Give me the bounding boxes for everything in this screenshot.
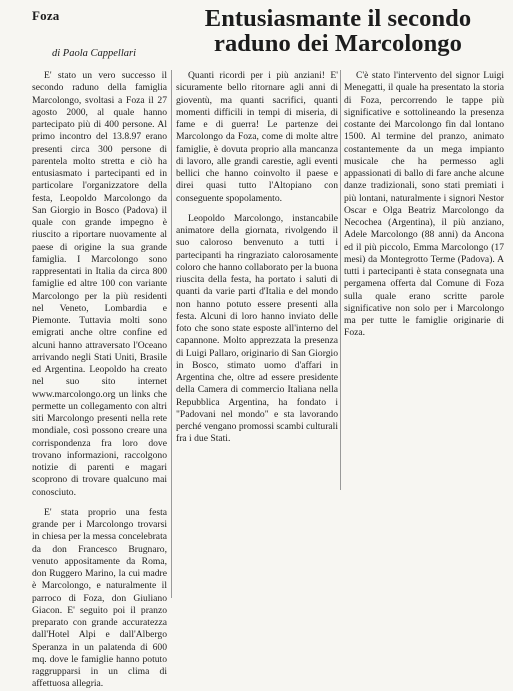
article-column-3 (344, 70, 504, 430)
section-label: Foza (32, 8, 60, 23)
paragraph: E' stata proprio una festa grande per i Marcolongo trovarsi in chiesa per la messa concelebrata da don Francesco Brugnaro, venuto appositamente da Roma, don Ruggero Marino, la cui madre è Marcolongo, e naturalmente il parroco di Foza, don Giuliano Giacon. E' seguito poi il pranzo preparato con grande accuratezza dall'Hotel Alpi e dall'Albergo Speranza in un palatenda di 600 mq. dove le famiglie hanno potuto raggrupparsi in un clima di affettuosa allegria. (32, 506, 167, 690)
paragraph: C'è stato l'intervento del signor Luigi Menegatti, il quale ha presentato la storia di Foza, percorrendo le tappe più significative e sottolineando la presenza costante dei Marcolongo fin dal lontano 1500. Al termine del pranzo, animato costantemente da un mega impianto musicale che ha permesso agli appassionati di ballo di fare anche alcune danze tradizionali, sono stati premiati i più lontani, naturalmente i signori Nestor Oscar e Olga Beatriz Marcolongo da Necochea (Argentina), il più anziano, Adele Marcolongo (88 anni) da Ancona ed il più piccolo, Emma Marcolongo (17 mesi) da Montegrotto Terme (Padova). A tutti i partecipanti è stata consegnata una pergamena offerta dal Comune di Foza sulla quale erano scritte parole significative non solo per i Marcolongo ma per tutte le famiglie originarie di Foza. (344, 70, 504, 339)
paragraph: Leopoldo Marcolongo, instancabile animatore della giornata, rivolgendo il suo caloroso benvenuto a tutti i partecipanti ha ringraziato calorosamente coloro che hanno collaborato per la buona riuscita della festa, ha portato i saluti di quanti da varie parti d'Italia e del mondo non hanno potuto essere presenti alla festa. Alcuni di loro hanno inviato delle foto che sono state esposte all'interno del capannone. Molto apprezzata la presenza di Luigi Pallaro, originario di San Giorgio in Bosco, stimato uomo d'affari in Argentina che, oltre ad essere presidente della Camera di commercio Italiana nella Repubblica Argentina, ha fondato i "Padovani nel mondo" e sta lavorando perché vengano promossi scambi culturali fra i due Stati. (176, 212, 338, 445)
column-divider (340, 70, 341, 490)
paragraph: E' stato un vero successo il secondo raduno della famiglia Marcolongo, svoltasi a Foza il 27 agosto 2000, al quale hanno partecipato più di 400 persone. Al primo incontro del 13.8.97 erano presenti circa 300 persone di parentela molto stretta e ciò ha entusiasmato i partecipanti ed in particolare l'organizzatore della festa, Leopoldo Marcolongo da San Giorgio in Bosco (Padova) il quale con grande impegno è riuscito a riportare nuovamente al paese di origine la sua grande famiglia. I Marcolongo sono rappresentati in Italia da circa 800 famiglie ed altre 100 con variante Marcolongo per la più residenti nel Veneto, Lombardia e Piemonte. Tuttavia molti sono emigrati anche oltre confine ed alcuni hanno attraversato l'Oceano arrivando negli Stati Uniti, Brasile ed Argentina. Leopoldo ha creato nel suo sito internet www.marcolongo.org un links che permette un collegamento con altri siti Marcolongo presenti nella rete mondiale, così possono creare una corrispondenza fra loro dove trovano informazioni, raccolgono notizie di parenti e magari scoprono di trovare qualcuno mai conosciuto. (32, 70, 167, 498)
column-divider (171, 70, 172, 598)
article-column-1 (32, 70, 167, 690)
article-headline: Entusiasmante il secondo raduno dei Marcolongo (204, 5, 472, 57)
paragraph: Quanti ricordi per i più anziani! E' sicuramente bello ritornare agli anni di gioventù, ma quanti sacrifici, quanti momenti difficili in tempi di miseria, di fame e di guerra! Le partenze dei Marcolongo da Foza, come di molte altre famiglie, è dovuta proprio alla mancanza di lavoro, alle grandi carestie, agli eventi bellici che hanno coinvolto il paese e direi quasi tutto l'Altopiano con conseguente spopolamento. (176, 70, 338, 204)
article-byline: di Paola Cappellari (52, 48, 136, 59)
article-column-2 (176, 70, 338, 490)
